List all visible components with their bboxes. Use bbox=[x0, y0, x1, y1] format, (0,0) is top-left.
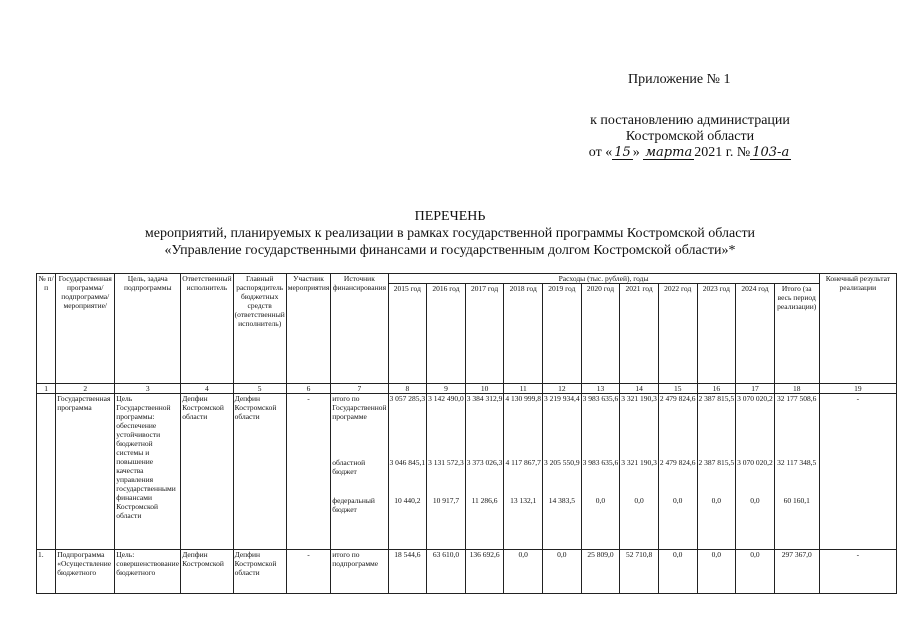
header-goal: Цель, задача подпрограммы bbox=[115, 274, 181, 384]
row-num: 1. bbox=[37, 550, 56, 594]
col-number: 1 bbox=[37, 384, 56, 394]
header-year-2019: 2019 год bbox=[543, 284, 582, 384]
value-cell: 63 610,0 bbox=[427, 550, 466, 594]
activities-table bbox=[36, 273, 897, 594]
date-month: марта bbox=[645, 145, 693, 160]
value-cell: 32 177 508,6 bbox=[777, 394, 817, 403]
col-number: 18 bbox=[774, 384, 819, 394]
annex-label: Приложение № 1 bbox=[628, 72, 731, 87]
value-cell: 3 321 190,3 bbox=[621, 394, 657, 403]
row-program: Государственная программа bbox=[56, 394, 115, 550]
col-number: 17 bbox=[736, 384, 775, 394]
date-number: 103-а bbox=[752, 145, 790, 160]
col-number: 3 bbox=[115, 384, 181, 394]
value-cell: 3 142 490,0 bbox=[428, 394, 464, 403]
value-cell: 3 321 190,3 bbox=[621, 458, 657, 467]
value-cell: 0,0 bbox=[750, 496, 760, 505]
decree-line-1: к постановлению администрации bbox=[590, 113, 790, 128]
value-cell: 52 710,8 bbox=[620, 550, 659, 594]
cell-values bbox=[504, 394, 543, 550]
cell-values bbox=[774, 394, 819, 550]
value-cell: 0,0 bbox=[697, 550, 736, 594]
title-line-2: мероприятий, планируемых к реализации в рамках государственной программы Костромской области bbox=[144, 226, 756, 241]
title-line-1: ПЕРЕЧЕНЬ bbox=[414, 209, 486, 224]
value-cell: 3 205 550,9 bbox=[544, 458, 580, 467]
value-cell: 10 440,2 bbox=[394, 496, 421, 505]
value-cell: 0,0 bbox=[658, 550, 697, 594]
col-number: 5 bbox=[233, 384, 286, 394]
cell-values bbox=[581, 394, 620, 550]
col-number: 11 bbox=[504, 384, 543, 394]
header-year-2018: 2018 год bbox=[504, 284, 543, 384]
col-number: 13 bbox=[581, 384, 620, 394]
cell-values bbox=[658, 394, 697, 550]
header-source: Источник финансирования bbox=[331, 274, 388, 384]
header-year-2023: 2023 год bbox=[697, 284, 736, 384]
cell-values bbox=[427, 394, 466, 550]
header-year-2020: 2020 год bbox=[581, 284, 620, 384]
value-cell: 32 117 348,5 bbox=[777, 458, 817, 467]
value-cell: 14 383,5 bbox=[548, 496, 575, 505]
header-expenses: Расходы (тыс. рублей), годы bbox=[388, 274, 819, 284]
value-cell: 136 692,6 bbox=[465, 550, 504, 594]
cell-values bbox=[620, 394, 659, 550]
value-cell: 3 384 312,9 bbox=[466, 394, 503, 403]
value-cell: 0,0 bbox=[504, 550, 543, 594]
value-cell: 0,0 bbox=[711, 496, 722, 505]
header-year-2015: 2015 год bbox=[388, 284, 427, 384]
source-regional: областной бюджет bbox=[332, 458, 366, 476]
decree-reference bbox=[560, 113, 820, 161]
header-num: № п/п bbox=[37, 274, 56, 384]
value-cell: 4 130 999,8 bbox=[505, 394, 542, 403]
row-sources bbox=[331, 394, 388, 550]
source-federal: федеральный бюджет bbox=[332, 496, 375, 514]
row-goal: Цель Государственной программы: обеспечение устойчивости бюджетной системы и повышение качества управления государственными финансами Костромской области bbox=[115, 394, 181, 550]
col-number: 4 bbox=[181, 384, 233, 394]
value-cell: 0,0 bbox=[673, 496, 683, 505]
col-number: 6 bbox=[286, 384, 331, 394]
date-prefix: от « bbox=[588, 145, 613, 160]
date-day: 15 bbox=[614, 145, 631, 160]
date-year: 2021 г. № bbox=[694, 145, 751, 160]
col-number: 16 bbox=[697, 384, 736, 394]
header-participant: Участник мероприятия bbox=[286, 274, 331, 384]
header-program: Государственная программа/ подпрограмма/ мероприятие/ bbox=[56, 274, 115, 384]
value-cell: 3 070 020,2 bbox=[737, 394, 773, 403]
value-cell: 3 219 934,4 bbox=[544, 394, 580, 403]
cell-values bbox=[465, 394, 504, 550]
value-cell: 3 057 285,3 bbox=[389, 394, 426, 403]
value-cell: 60 160,1 bbox=[783, 496, 810, 505]
value-cell: 2 479 824,6 bbox=[659, 458, 696, 467]
value-cell: 13 132,1 bbox=[510, 496, 537, 505]
cell-values bbox=[388, 394, 427, 550]
value-cell: 0,0 bbox=[595, 496, 606, 505]
row-num bbox=[37, 394, 56, 550]
source-total: итого по Государственной программе bbox=[332, 394, 387, 421]
col-number: 2 bbox=[56, 384, 115, 394]
value-cell: 3 131 572,3 bbox=[428, 458, 464, 467]
document-title bbox=[90, 208, 810, 259]
header-year-2017: 2017 год bbox=[465, 284, 504, 384]
header-year-2016: 2016 год bbox=[427, 284, 466, 384]
value-cell: 2 387 815,5 bbox=[698, 458, 735, 467]
col-number: 14 bbox=[620, 384, 659, 394]
col-number: 10 bbox=[465, 384, 504, 394]
value-cell: 3 046 845,1 bbox=[389, 458, 426, 467]
header-year-2021: 2021 год bbox=[620, 284, 659, 384]
value-cell: 0,0 bbox=[634, 496, 644, 505]
value-cell: 4 117 867,7 bbox=[505, 458, 541, 467]
header-total: Итого (за весь период реализации) bbox=[774, 284, 819, 384]
row-result: - bbox=[819, 550, 896, 594]
col-number: 9 bbox=[427, 384, 466, 394]
decree-line-2: Костромской области bbox=[625, 129, 755, 144]
col-number: 7 bbox=[331, 384, 388, 394]
value-cell: 3 983 635,6 bbox=[582, 394, 619, 403]
value-cell: 25 809,0 bbox=[581, 550, 620, 594]
value-cell: 3 983 635,6 bbox=[582, 458, 619, 467]
source-total: итого по подпрограмме bbox=[331, 550, 388, 594]
value-cell: 18 544,6 bbox=[388, 550, 427, 594]
row-goal: Цель: совершенствование бюджетного bbox=[115, 550, 181, 594]
value-cell: 3 070 020,2 bbox=[737, 458, 773, 467]
col-number: 19 bbox=[819, 384, 896, 394]
header-year-2024: 2024 год bbox=[736, 284, 775, 384]
cell-values bbox=[543, 394, 582, 550]
row-manager: Депфин Костромской области bbox=[233, 394, 286, 550]
row-program: Подпрограмма «Осуществление бюджетного bbox=[56, 550, 115, 594]
col-number: 15 bbox=[658, 384, 697, 394]
row-executor: Депфин Костромской bbox=[181, 550, 233, 594]
value-cell: 2 479 824,6 bbox=[659, 394, 696, 403]
row-executor: Депфин Костромской области bbox=[181, 394, 233, 550]
header-manager: Главный распорядитель бюджетных средств (ответственный исполнитель) bbox=[233, 274, 286, 384]
value-cell: 297 367,0 bbox=[774, 550, 819, 594]
header-result: Конечный результат реализации bbox=[819, 274, 896, 384]
value-cell: 11 286,6 bbox=[471, 496, 498, 505]
col-number: 12 bbox=[543, 384, 582, 394]
header-year-2022: 2022 год bbox=[658, 284, 697, 384]
row-result: - bbox=[819, 394, 896, 550]
cell-values bbox=[736, 394, 775, 550]
row-participant: - bbox=[286, 394, 331, 550]
cell-values bbox=[697, 394, 736, 550]
row-participant: - bbox=[286, 550, 331, 594]
value-cell: 2 387 815,5 bbox=[698, 394, 735, 403]
header-executor: Ответственный исполнитель bbox=[181, 274, 233, 384]
table-row bbox=[37, 394, 897, 550]
row-manager: Депфин Костромской области bbox=[233, 550, 286, 594]
decree-date-line bbox=[560, 145, 820, 161]
value-cell: 0,0 bbox=[736, 550, 775, 594]
value-cell: 3 373 026,3 bbox=[466, 458, 503, 467]
date-mid: » bbox=[632, 145, 640, 160]
value-cell: 0,0 bbox=[543, 550, 582, 594]
title-line-3: «Управление государственными финансами и государственным долгом Костромской области»* bbox=[164, 243, 736, 258]
col-number: 8 bbox=[388, 384, 427, 394]
value-cell: 10 917,7 bbox=[432, 496, 460, 505]
table-row bbox=[37, 550, 897, 594]
